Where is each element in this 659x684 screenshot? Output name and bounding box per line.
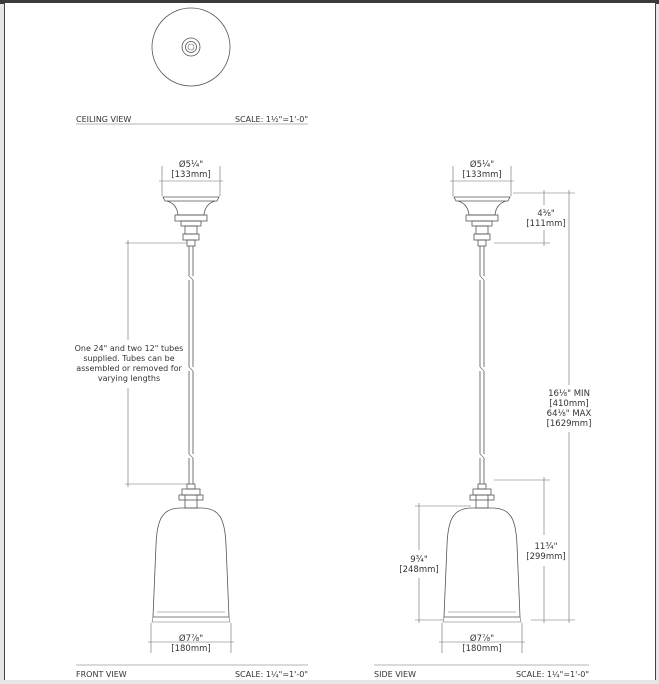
tube-note-line-4: varying lengths: [97, 374, 161, 383]
front-view-scale: SCALE: 1¼"=1'-0": [234, 670, 308, 679]
fixture-height-mm: [299mm]: [526, 552, 566, 562]
front-view-title: FRONT VIEW: [76, 670, 127, 679]
drawing-canvas: [5, 3, 655, 680]
side-shade-dim-mm: [180mm]: [462, 644, 502, 654]
front-shade-dim: Ø7⅞": [178, 634, 204, 644]
tube-note-line-1: One 24" and two 12" tubes: [74, 344, 184, 353]
tube-note-line-2: supplied. Tubes can be: [83, 354, 175, 363]
shade-height: 9¾": [410, 555, 428, 565]
side-shade-dim: Ø7⅞": [469, 634, 495, 644]
front-canopy-dim-mm: [133mm]: [171, 170, 211, 180]
front-shade-dim-mm: [180mm]: [171, 644, 211, 654]
overall-min-mm: [410mm]: [549, 399, 589, 409]
canopy-height: 4⅜": [537, 209, 555, 219]
side-canopy-dim-mm: [133mm]: [462, 170, 502, 180]
fixture-height: 11¾": [534, 542, 558, 552]
side-view-drawing: [443, 197, 521, 622]
front-canopy-dim: Ø5¼": [178, 160, 204, 170]
overall-max: 64⅛" MAX: [546, 409, 592, 419]
tube-note-line-3: assembled or removed for: [76, 364, 182, 373]
overall-min: 16⅛" MIN: [548, 389, 590, 399]
ceiling-view-drawing: [152, 8, 230, 86]
side-view-scale: SCALE: 1¼"=1'-0": [515, 670, 589, 679]
spec-sheet: [4, 3, 656, 680]
side-canopy-dim: Ø5¼": [469, 160, 495, 170]
front-view-drawing: [152, 197, 230, 622]
side-view-title: SIDE VIEW: [374, 670, 416, 679]
canopy-height-mm: [111mm]: [526, 219, 566, 229]
overall-max-mm: [1629mm]: [546, 419, 592, 429]
ceiling-view-title: CEILING VIEW: [76, 115, 132, 124]
shade-height-mm: [248mm]: [399, 565, 439, 575]
ceiling-view-scale: SCALE: 1½"=1'-0": [234, 115, 308, 124]
